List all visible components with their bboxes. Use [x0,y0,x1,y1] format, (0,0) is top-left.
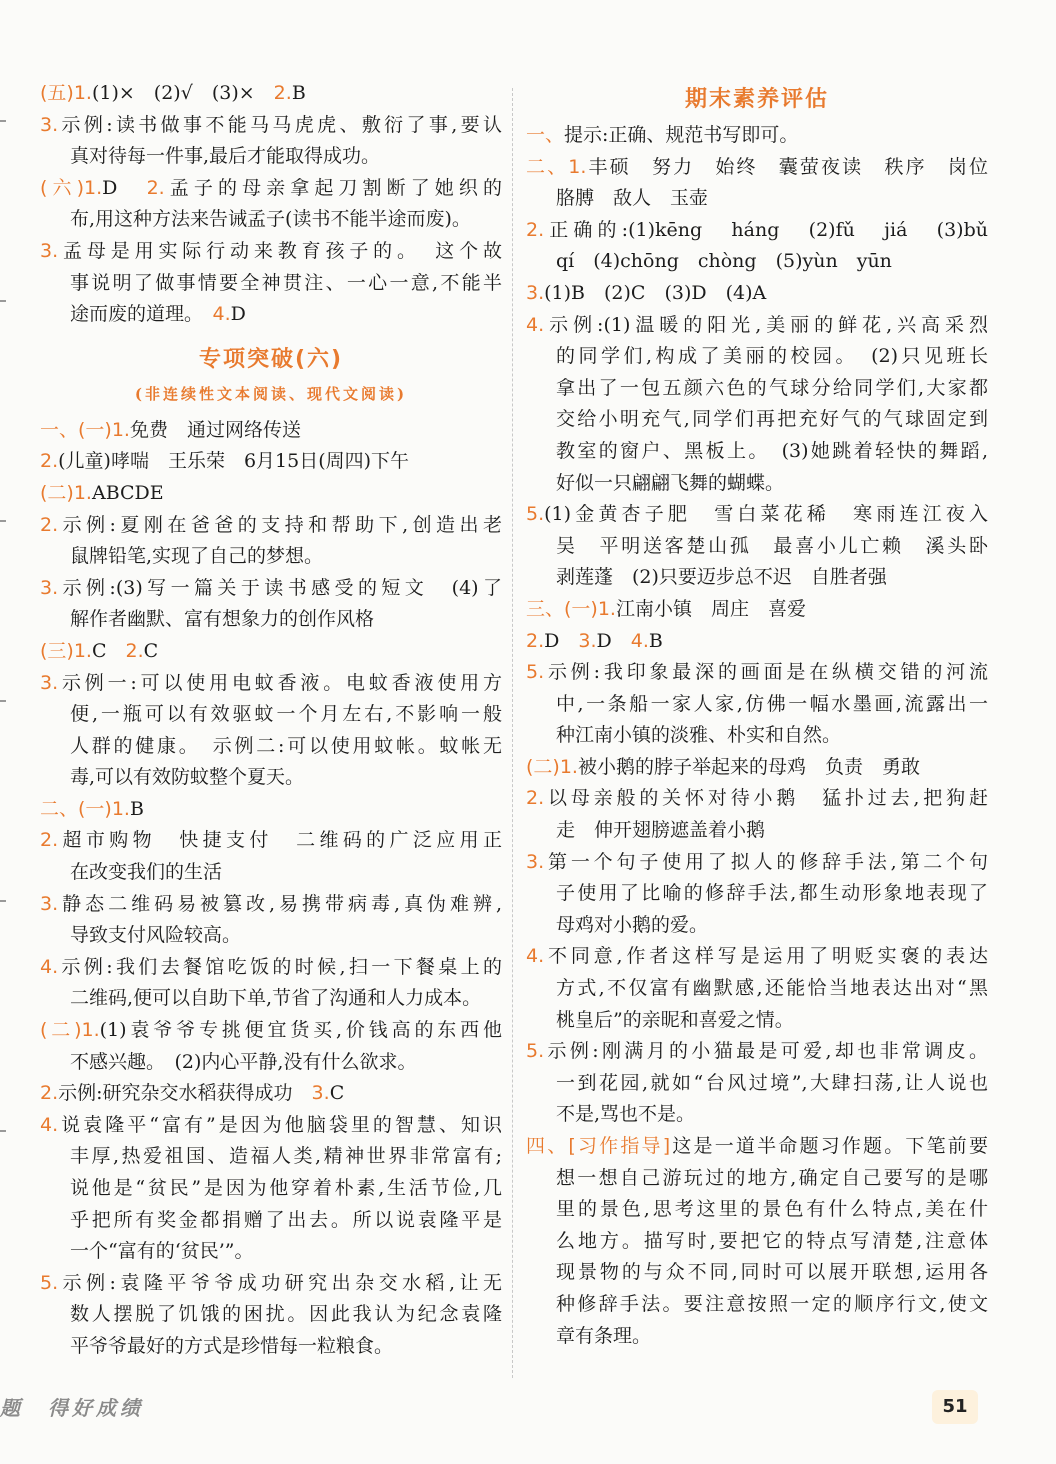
answer-text: D [230,303,246,326]
answer-line [40,952,502,984]
answer-text: (儿童)哮喘 王乐荣 6月15日(周四)下午 [58,450,410,473]
answer-text: 方式,不仅富有幽默感,还能恰当地表达出对“黑 [556,977,988,1000]
answer-line [526,499,988,531]
question-number: (六)1. [40,176,103,199]
answer-text: 说他是“贫民”是因为他穿着朴素,生活节俭,几 [70,1177,502,1199]
answer-line [526,404,988,436]
answer-line [526,183,988,215]
answer-line [40,299,502,331]
answer-line [526,752,988,784]
answer-text: 吴 平明送客楚山孤 最喜小儿亡赖 溪头卧 [556,534,988,557]
answer-text: 乎把所有奖金都捐赠了出去。所以说袁隆平是 [70,1208,502,1231]
answer-line [526,941,988,973]
answer-line [40,478,502,510]
answer-line [526,120,988,152]
answer-text: 提示:正确、规范书写即可。 [564,124,799,146]
answer-text: 示例:(1)温暖的阳光,美丽的鲜花,兴高采烈 [544,313,988,336]
left-answers-part1 [40,78,502,331]
question-number: 5. [526,1040,545,1063]
answer-line [40,78,502,110]
answer-text: 导致支付风险较高。 [70,924,242,947]
question-number: 一、(一)1. [40,418,130,441]
binding-edge-marks [0,0,12,1464]
answer-line [40,920,502,952]
answer-line [526,341,988,373]
answer-line [40,1205,502,1237]
question-number: 5. [526,661,545,684]
question-number: 4. [526,945,545,968]
answer-line [526,215,988,247]
answer-text: 好似一只翩翩飞舞的蝴蝶。 [556,471,785,494]
answer-text: 母鸡对小鹅的爱。 [556,913,709,936]
question-number: 2. [40,829,59,852]
answer-text: 剥莲蓬 (2)只要迈步总不迟 自胜者强 [556,566,887,589]
answer-line [40,857,502,889]
answer-line [526,1257,988,1289]
answer-text: 想一想自己游玩过的地方,确定自己要写的是哪 [556,1166,988,1189]
question-number: 3. [578,629,597,652]
answer-line [526,562,988,594]
answer-text: 种江南小镇的淡雅、朴实和自然。 [556,724,842,747]
answer-line [526,1321,988,1353]
answer-line [40,762,502,794]
question-number: 4. [526,313,545,336]
answer-text: ABCDE [91,481,164,504]
question-number: 2. [125,639,144,662]
answer-text: 不是,骂也不是。 [556,1103,696,1126]
section-title-final: 期末素养评估 [684,87,829,112]
answer-text: D [596,629,631,652]
answer-line [40,825,502,857]
answer-line [40,1236,502,1268]
question-number: 4. [212,303,231,326]
answer-text: 不同意,作者这样写是运用了明贬实褒的表达 [544,945,988,968]
answer-text: 数人摆脱了饥饿的困扰。因此我认为纪念袁隆 [70,1303,502,1326]
question-number: (五)1. [40,82,92,104]
answer-text: 现景物的与众不同,同时可以展开联想,运用各 [556,1261,988,1284]
answer-text: 正确的:(1)kēng háng (2)fǔ jiá (3)bǔ [544,218,988,241]
question-number: (二)1. [40,481,92,504]
question-number: 四、[习作指导] [526,1135,671,1157]
answer-text: B [648,629,663,652]
question-number: 4. [40,955,59,978]
answer-text: 被小鹅的脖子举起来的母鸡 负责 勇敢 [577,755,920,778]
answer-text: 第一个句子使用了拟人的修辞手法,第二个句 [544,850,988,873]
answer-text: 示例一:可以使用电蚊香液。电蚊香液使用方 [58,671,502,694]
section-title-special: 专项突破(六) [198,346,344,372]
answer-line [526,973,988,1005]
answer-line [526,878,988,910]
answer-text: (1)× (2)√ (3)× [91,82,274,104]
question-number: 一、 [526,124,565,146]
answer-text: 示例:我印象最深的画面是在纵横交错的河流 [544,661,988,684]
answer-text: 走 伸开翅膀遮盖着小鹅 [556,819,766,842]
answer-text: 不感兴趣。 (2)内心平静,没有什么欲求。 [70,1050,417,1073]
answer-text: 事说明了做事情要全神贯注、一心一意,不能半 [70,271,502,294]
answer-line [526,278,988,310]
answer-text: 示例:刚满月的小猫最是可爱,却也非常调皮。 [544,1040,988,1063]
answer-text: 示例:我们去餐馆吃饭的时候,扫一下餐桌上的 [58,955,502,978]
answer-line [526,1226,988,1258]
answer-text: 丰硕 努力 始终 囊萤夜读 秩序 岗位 [586,155,988,178]
question-number: 3. [526,281,545,304]
answer-line [40,541,502,573]
answer-line [526,847,988,879]
question-number: 2. [40,450,59,473]
question-number: 5. [40,1271,59,1294]
answer-text: 拿出了一包五颜六色的气球分给同学们,大家都 [556,376,988,399]
answer-line [526,1068,988,1100]
answer-line [40,141,502,173]
answer-text: 桃皇后”的亲昵和喜爱之情。 [556,1008,794,1031]
answer-text: B [129,797,144,820]
question-number: 3. [40,113,59,136]
right-column [526,78,988,1352]
answer-line [40,604,502,636]
question-number: 2. [526,787,545,810]
question-number: 4. [40,1113,59,1136]
answer-text: 布,用这种方法来告诫孟子(读书不能半途而废)。 [70,208,471,231]
answer-line [40,110,502,142]
answer-line [526,657,988,689]
question-number: 3. [526,850,545,873]
answer-line [40,699,502,731]
answer-line [40,1110,502,1142]
question-number: 3. [40,576,59,599]
answer-text: 示例:研究杂交水稻获得成功 [58,1082,312,1105]
answer-text: (1)袁爷爷专挑便宜货买,价钱高的东西他 [99,1019,502,1042]
answer-text: 鼠牌铅笔,实现了自己的梦想。 [70,545,324,568]
answer-line [40,1047,502,1079]
question-number: (二)1. [526,755,578,778]
question-number: (三)1. [40,639,92,662]
answer-text: 么地方。描写时,要把它的特点写清楚,注意体 [556,1229,988,1252]
answer-text: 途而废的道理。 [70,303,213,326]
answer-text: 丰厚,热爱祖国、造福人类,精神世界非常富有; [70,1145,502,1168]
answer-text: D [544,629,579,652]
answer-text: B [291,82,306,104]
answer-line [40,1078,502,1110]
right-answers [526,120,988,1352]
answer-line [526,720,988,752]
question-number: 2. [526,629,545,652]
question-number: 二、(一)1. [40,797,130,820]
answer-line [40,1173,502,1205]
answer-line [526,373,988,405]
answer-line [526,783,988,815]
question-number: 4. [630,629,649,652]
answer-line [40,1141,502,1173]
answer-text: 这是一道半命题习作题。下笔前要 [670,1135,988,1157]
answer-line [40,236,502,268]
answer-line [526,152,988,184]
answer-text: 说袁隆平“富有”是因为他脑袋里的智慧、知识 [58,1113,502,1136]
answer-text: 解作者幽默、富有想象力的创作风格 [70,608,375,631]
answer-line [526,468,988,500]
answer-text: 孟母是用实际行动来教育孩子的。 这个故 [58,239,502,262]
answer-line [40,446,502,478]
page-number: 51 [932,1390,978,1424]
question-number: 3. [40,892,59,915]
section-subtitle: (非连续性文本阅读、现代文阅读) [134,384,408,403]
answer-text: C [329,1082,345,1105]
answer-line [526,1036,988,1068]
answer-text: 江南小镇 周庄 喜爱 [615,597,806,620]
answer-line [526,246,988,278]
answer-text: 超市购物 快捷支付 二维码的广泛应用正 [58,829,502,852]
answer-text: 子使用了比喻的修辞手法,都生动形象地表现了 [556,882,988,905]
answer-text: 在改变我们的生活 [70,861,223,884]
question-number: 2. [146,176,165,199]
answer-text: 章有条理。 [556,1324,652,1347]
column-divider [512,88,513,1378]
answer-text: qí (4)chōng chòng (5)yùn yūn [556,250,892,273]
answer-line [526,436,988,468]
answer-text: 示例:夏刚在爸爸的支持和帮助下,创造出老 [58,513,502,536]
answer-text: 免费 通过网络传送 [129,418,301,441]
answer-line [526,689,988,721]
answer-text: (1)金黄杏子肥 雪白菜花稀 寒雨连江夜入 [544,503,988,526]
answer-text: 教室的窗户、黑板上。 (3)她跳着轻快的舞蹈, [556,439,988,462]
answer-text: 孟子的母亲拿起刀割断了她织的 [164,176,502,199]
answer-line [40,1268,502,1300]
answer-line [526,626,988,658]
left-answers-part2 [40,415,502,1363]
question-number: 3. [40,239,59,262]
left-column [40,78,502,1363]
answer-text: 便,一瓶可以有效驱蚊一个月左右,不影响一般 [70,703,502,726]
answer-text: 的同学们,构成了美丽的校园。 (2)只见班长 [556,345,988,368]
answer-line [526,531,988,563]
answer-line [40,1331,502,1363]
answer-line [526,1163,988,1195]
answer-line [40,510,502,542]
answer-text: 里的景色,思考这里的景色有什么特点,美在什 [556,1198,988,1221]
answer-text: C [91,639,126,662]
answer-line [40,983,502,1015]
answer-text: (1)B (2)C (3)D (4)A [544,281,767,304]
answer-text: 二维码,便可以自助下单,节省了沟通和人力成本。 [70,987,482,1010]
answer-text: 中,一条船一家人家,仿佛一幅水墨画,流露出一 [556,692,988,715]
answer-line [40,1015,502,1047]
answer-line [526,910,988,942]
footer-slogan: 题 得好成绩 [0,1396,144,1420]
answer-text: 示例:(3)写一篇关于读书感受的短文 (4)了 [58,576,502,599]
answer-text: 种修辞手法。要注意按照一定的顺序行文,使文 [556,1292,988,1315]
answer-text: 静态二维码易被篡改,易携带病毒,真伪难辨, [58,892,502,915]
answer-line [526,1194,988,1226]
answer-line [40,204,502,236]
answer-text: 交给小明充气,同学们再把充好气的气球固定到 [556,408,988,431]
answer-line [40,415,502,447]
answer-line [40,636,502,668]
question-number: 2. [40,1082,59,1105]
question-number: 二、1. [526,155,587,178]
answer-line [40,731,502,763]
answer-line [40,1299,502,1331]
answer-line [526,1289,988,1321]
answer-line [526,815,988,847]
question-number: 3. [311,1082,330,1105]
question-number: 5. [526,503,545,526]
answer-text: 示例:读书做事不能马马虎虎、敷衍了事,要认 [58,113,502,136]
answer-text: 一个“富有的‘贫民’”。 [70,1240,254,1263]
answer-line [40,268,502,300]
answer-text: D [102,176,147,199]
answer-text: 真对待每一件事,最后才能取得成功。 [70,145,381,168]
answer-text: 人群的健康。 示例二:可以使用蚊帐。蚊帐无 [70,734,502,757]
answer-text: 以母亲般的关怀对待小鹅 猛扑过去,把狗赶 [544,787,988,810]
answer-text: 胳膊 敌人 玉壶 [556,187,709,210]
question-number: 2. [526,218,545,241]
answer-line [526,1099,988,1131]
answer-text: 毒,可以有效防蚊整个夏天。 [70,766,305,789]
answer-line [40,794,502,826]
answer-line [526,1005,988,1037]
question-number: 2. [40,513,59,536]
answer-line [40,173,502,205]
question-number: 2. [273,82,292,104]
answer-line [526,310,988,342]
answer-text: 一到花园,就如“台风过境”,大肆扫荡,让人说也 [556,1071,988,1094]
answer-line [526,594,988,626]
answer-text: C [143,639,159,662]
question-number: (二)1. [40,1019,100,1042]
answer-text: 平爷爷最好的方式是珍惜每一粒粮食。 [70,1334,394,1357]
question-number: 3. [40,671,59,694]
question-number: 三、(一)1. [526,597,616,620]
answer-line [526,1131,988,1163]
answer-line [40,573,502,605]
answer-line [40,889,502,921]
answer-text: 示例:袁隆平爷爷成功研究出杂交水稻,让无 [58,1271,502,1294]
answer-line [40,668,502,700]
